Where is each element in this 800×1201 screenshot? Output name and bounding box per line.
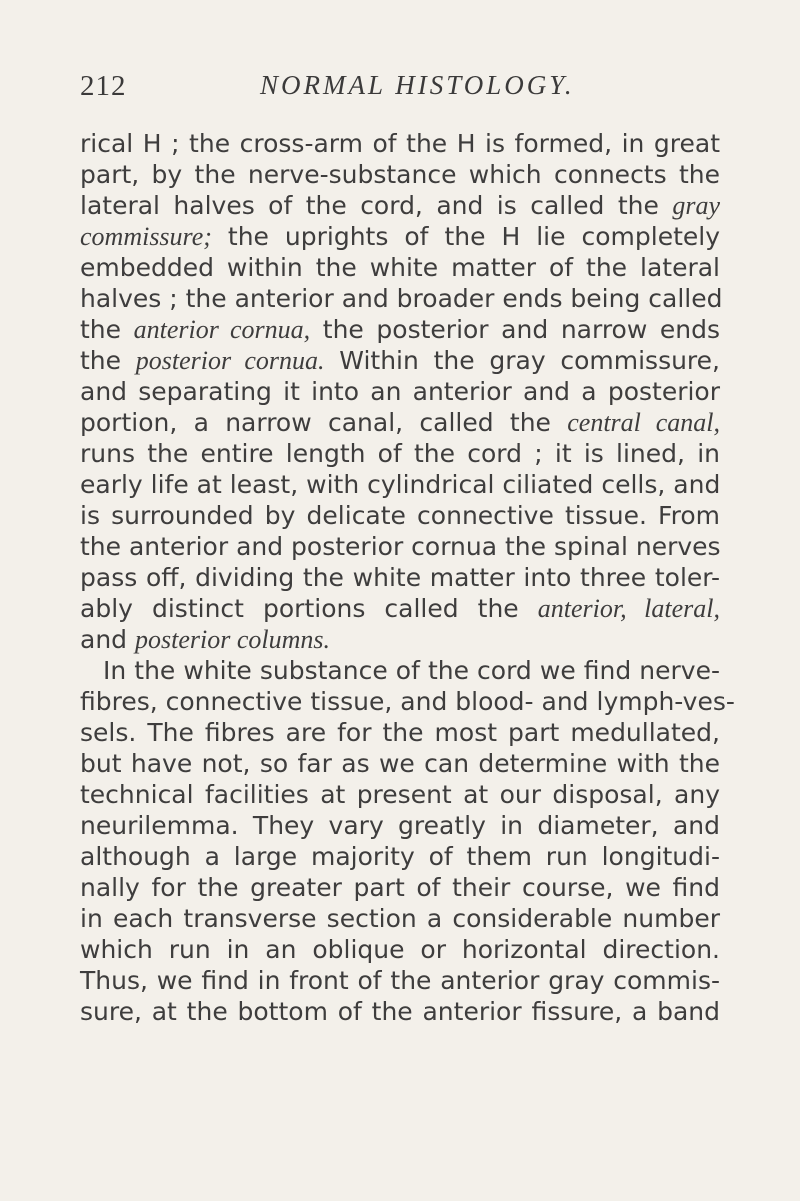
text-segment: ably distinct portions called the	[80, 594, 538, 623]
text-line	[80, 159, 720, 190]
text-line	[80, 407, 720, 438]
text-line	[80, 996, 720, 1027]
text-line	[80, 810, 720, 841]
running-title: NORMAL HISTOLOGY.	[260, 70, 575, 100]
text-segment: nally for the greater part of their course, we find	[80, 873, 720, 902]
italic-term: anterior, lateral,	[537, 594, 721, 623]
text-line	[80, 593, 720, 624]
text-segment: Thus, we find in front of the anterior gray commis-	[80, 966, 720, 995]
text-line	[80, 221, 720, 252]
text-line	[80, 624, 720, 655]
text-line	[80, 903, 720, 934]
text-segment: technical facilities at present at our disposal, any	[80, 780, 720, 809]
text-segment: halves ; the anterior and broader ends being called	[80, 284, 723, 313]
italic-term: commissure;	[80, 222, 212, 251]
text-segment: sels. The fibres are for the most part medullated,	[80, 718, 720, 747]
text-segment: but have not, so far as we can determine with the	[80, 749, 720, 778]
text-segment: rical H ; the cross-arm of the H is formed, in great	[80, 129, 720, 158]
text-segment: portion, a narrow canal, called the	[80, 408, 568, 437]
text-line	[80, 686, 735, 717]
text-line	[80, 252, 720, 283]
text-segment: the anterior and posterior cornua the spinal nerves	[80, 532, 721, 561]
italic-term: anterior cornua,	[133, 315, 311, 344]
text-line	[80, 965, 720, 996]
text-segment: is surrounded by delicate connective tissue. From	[80, 501, 720, 530]
text-segment: fibres, connective tissue, and blood- and lymph-ves-	[80, 687, 735, 716]
text-line	[80, 717, 720, 748]
text-line	[80, 128, 720, 159]
text-line	[80, 500, 720, 531]
text-line	[80, 469, 720, 500]
text-segment: embedded within the white matter of the lateral	[80, 253, 720, 282]
italic-term: posterior cornua.	[135, 346, 325, 375]
text-segment: runs the entire length of the cord ; it is lined, in	[80, 439, 720, 468]
page-number: 212	[80, 70, 127, 102]
text-segment: the posterior and narrow ends	[310, 315, 721, 344]
text-line	[80, 314, 720, 345]
page-header	[80, 70, 720, 110]
text-segment: neurilemma. They vary greatly in diameter, and	[80, 811, 720, 840]
text-segment: sure, at the bottom of the anterior fissure, a band	[80, 997, 720, 1026]
text-segment: and separating it into an anterior and a posterior	[80, 377, 720, 406]
italic-term: posterior columns.	[134, 625, 330, 654]
text-line	[80, 841, 720, 872]
body-text	[80, 128, 735, 1027]
text-line	[80, 376, 720, 407]
text-segment: pass off, dividing the white matter into three toler-	[80, 563, 720, 592]
text-segment: lateral halves of the cord, and is called the	[80, 191, 673, 220]
text-line	[80, 748, 720, 779]
text-segment: in each transverse section a considerable number	[80, 904, 720, 933]
text-segment: the	[80, 346, 136, 375]
text-segment: the	[80, 315, 134, 344]
text-line	[80, 190, 720, 221]
text-line	[80, 283, 723, 314]
text-line	[80, 872, 720, 903]
text-segment: early life at least, with cylindrical ciliated cells, and	[80, 470, 721, 499]
text-segment: and	[80, 625, 135, 654]
text-line	[80, 531, 720, 562]
text-line	[80, 438, 720, 469]
text-segment: the uprights of the H lie completely	[211, 222, 720, 251]
italic-term: central canal,	[567, 408, 720, 437]
text-segment: Within the gray commissure,	[324, 346, 720, 375]
text-line	[80, 345, 720, 376]
text-segment: In the white substance of the cord we find nerve-	[103, 656, 720, 685]
text-segment: although a large majority of them run longitudi-	[80, 842, 720, 871]
text-line	[80, 655, 720, 686]
text-segment: which run in an oblique or horizontal direction.	[80, 935, 720, 964]
text-segment: part, by the nerve-substance which connects the	[80, 160, 720, 189]
text-line	[80, 779, 720, 810]
text-line	[80, 562, 720, 593]
italic-term: gray	[672, 191, 720, 220]
text-line	[80, 934, 720, 965]
